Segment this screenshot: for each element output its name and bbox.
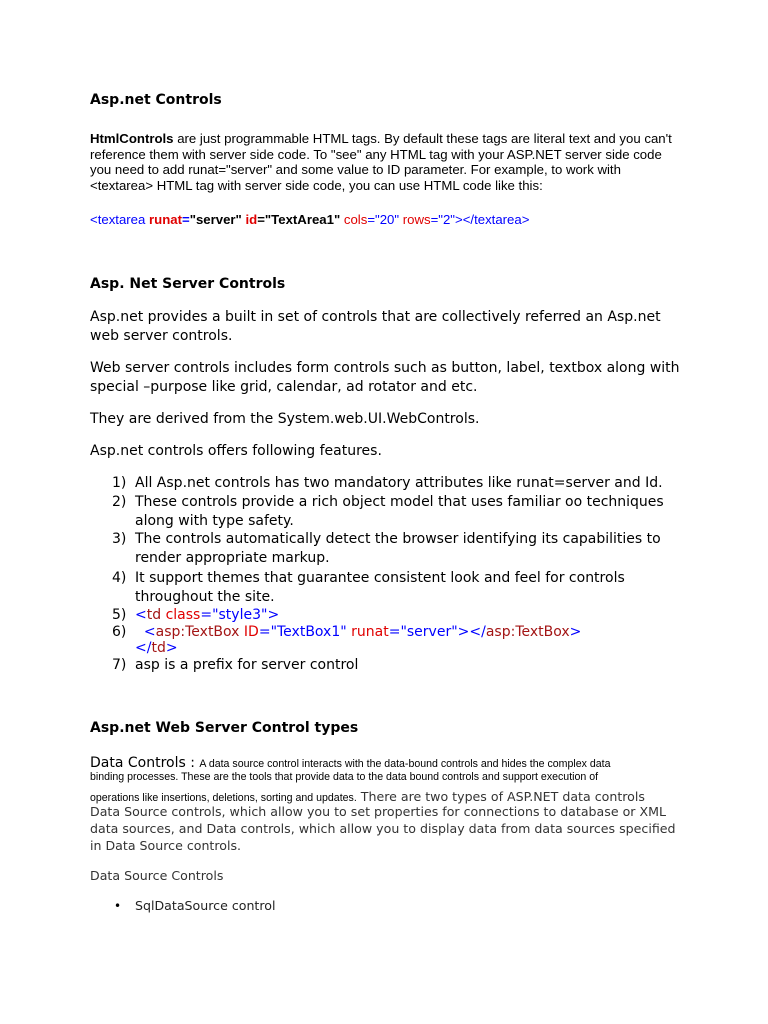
data-controls-text: There are two types of ASP.NET data controls bbox=[356, 789, 645, 804]
list-item-text: It support themes that guarantee consistent look and feel for controls bbox=[135, 570, 625, 586]
code-token: ></textarea> bbox=[455, 212, 530, 227]
code-token: = bbox=[430, 212, 439, 227]
code-token: asp:TextBox bbox=[485, 623, 570, 640]
code-token: td bbox=[146, 607, 162, 623]
code-token: = bbox=[200, 607, 213, 623]
colon: : bbox=[185, 755, 200, 771]
data-controls-line-5: data sources, and Data controls, which allow you to display data from data sources specified bbox=[90, 821, 676, 836]
data-controls-line-1 bbox=[90, 752, 610, 773]
server-controls-p2-line-1: Web server controls includes form controls such as button, label, textbox along with bbox=[90, 360, 680, 376]
list-item-text: render appropriate markup. bbox=[135, 550, 330, 566]
code-token: = bbox=[258, 623, 271, 640]
htmlcontrols-paragraph-line-1 bbox=[90, 131, 672, 147]
code-token: = bbox=[367, 212, 376, 227]
list-item-text bbox=[135, 623, 581, 642]
data-controls-line-3 bbox=[90, 786, 645, 805]
list-number: 1) bbox=[112, 475, 127, 491]
code-token: </ bbox=[135, 640, 152, 656]
code-token: class bbox=[161, 607, 201, 623]
code-token: id bbox=[245, 212, 258, 227]
code-token: "style3" bbox=[212, 607, 268, 623]
list-item-text: along with type safety. bbox=[135, 512, 294, 529]
server-controls-p2-line-2: special –purpose like grid, calendar, ad rotator and etc. bbox=[90, 378, 478, 395]
list-number: 4) bbox=[112, 570, 127, 586]
bullet-text: SqlDataSource control bbox=[135, 898, 276, 913]
list-number: 5) bbox=[112, 607, 127, 623]
code-token: = bbox=[257, 212, 265, 227]
code-token: > bbox=[569, 623, 582, 640]
code-token: "server" bbox=[400, 623, 458, 640]
htmlcontrols-paragraph-line-4: <textarea> HTML tag with server side code, you can use HTML code like this: bbox=[90, 177, 543, 193]
code-token: = bbox=[181, 212, 190, 227]
data-controls-text: A data source control interacts with the data-bound controls and hides the complex data bbox=[199, 758, 611, 770]
list-number: 7) bbox=[112, 657, 127, 673]
data-controls-line-6: in Data Source controls. bbox=[90, 838, 242, 853]
htmlcontrols-term: HtmlControls bbox=[90, 131, 174, 146]
data-source-controls-subheading: Data Source Controls bbox=[90, 868, 224, 883]
list-number: 2) bbox=[112, 493, 127, 510]
code-token: > bbox=[165, 640, 178, 656]
list-item-text: asp is a prefix for server control bbox=[135, 657, 359, 673]
server-controls-p4: Asp.net controls offers following features. bbox=[90, 443, 382, 459]
code-token: rows bbox=[399, 212, 431, 227]
code-token: "TextBox1" bbox=[270, 623, 347, 640]
list-item-text: throughout the site. bbox=[135, 588, 275, 605]
section-heading-server-controls: Asp. Net Server Controls bbox=[90, 276, 286, 292]
data-controls-text: operations like insertions, deletions, sorting and updates. bbox=[90, 792, 357, 804]
code-token: "2" bbox=[438, 212, 455, 227]
server-controls-p1-line-1: Asp.net provides a built in set of controls that are collectively referred an Asp.net bbox=[90, 309, 661, 325]
code-token: = bbox=[388, 623, 401, 640]
code-token: ></ bbox=[457, 623, 486, 640]
list-number: 3) bbox=[112, 531, 127, 547]
textarea-code-sample bbox=[90, 212, 529, 228]
server-controls-p3: They are derived from the System.web.UI.WebControls. bbox=[90, 411, 480, 427]
list-number: 6) bbox=[112, 623, 127, 640]
code-token: "server" bbox=[189, 212, 242, 227]
code-token: < bbox=[135, 623, 156, 640]
data-controls-label: Data Controls bbox=[90, 755, 186, 771]
code-token: runat bbox=[149, 212, 182, 227]
code-token: td bbox=[151, 640, 166, 656]
code-token: > bbox=[267, 607, 280, 623]
code-token: ID bbox=[239, 623, 259, 640]
paragraph-text: are just programmable HTML tags. By default these tags are literal text and you can't bbox=[173, 131, 672, 146]
data-controls-line-4: Data Source controls, which allow you to set properties for connections to database or XML bbox=[90, 804, 666, 819]
code-token: runat bbox=[346, 623, 389, 640]
section-heading-asp-net-controls: Asp.net Controls bbox=[90, 92, 222, 108]
htmlcontrols-paragraph-line-3: you need to add runat="server" and some value to ID parameter. For example, to work with bbox=[90, 162, 621, 177]
htmlcontrols-paragraph-line-2: reference them with server side code. To "see" any HTML tag with your ASP.NET server side code bbox=[90, 146, 662, 162]
bullet-icon: • bbox=[114, 899, 122, 913]
server-controls-p1-line-2: web server controls. bbox=[90, 327, 233, 344]
code-token: "TextArea1" bbox=[264, 212, 341, 227]
section-heading-control-types: Asp.net Web Server Control types bbox=[90, 720, 359, 736]
code-token: < bbox=[135, 607, 147, 623]
list-item-text: These controls provide a rich object model that uses familiar oo techniques bbox=[135, 493, 664, 510]
code-token: asp:TextBox bbox=[155, 623, 240, 640]
list-item-text: All Asp.net controls has two mandatory attributes like runat=server and Id. bbox=[135, 475, 663, 491]
data-controls-line-2: binding processes. These are the tools that provide data to the data bound controls and support execution of bbox=[90, 771, 599, 783]
list-item-text: The controls automatically detect the browser identifying its capabilities to bbox=[135, 531, 661, 547]
code-token: "20" bbox=[375, 212, 400, 227]
code-token: cols bbox=[340, 212, 368, 227]
list-item-text bbox=[135, 639, 178, 658]
code-token: <textarea bbox=[90, 212, 150, 227]
